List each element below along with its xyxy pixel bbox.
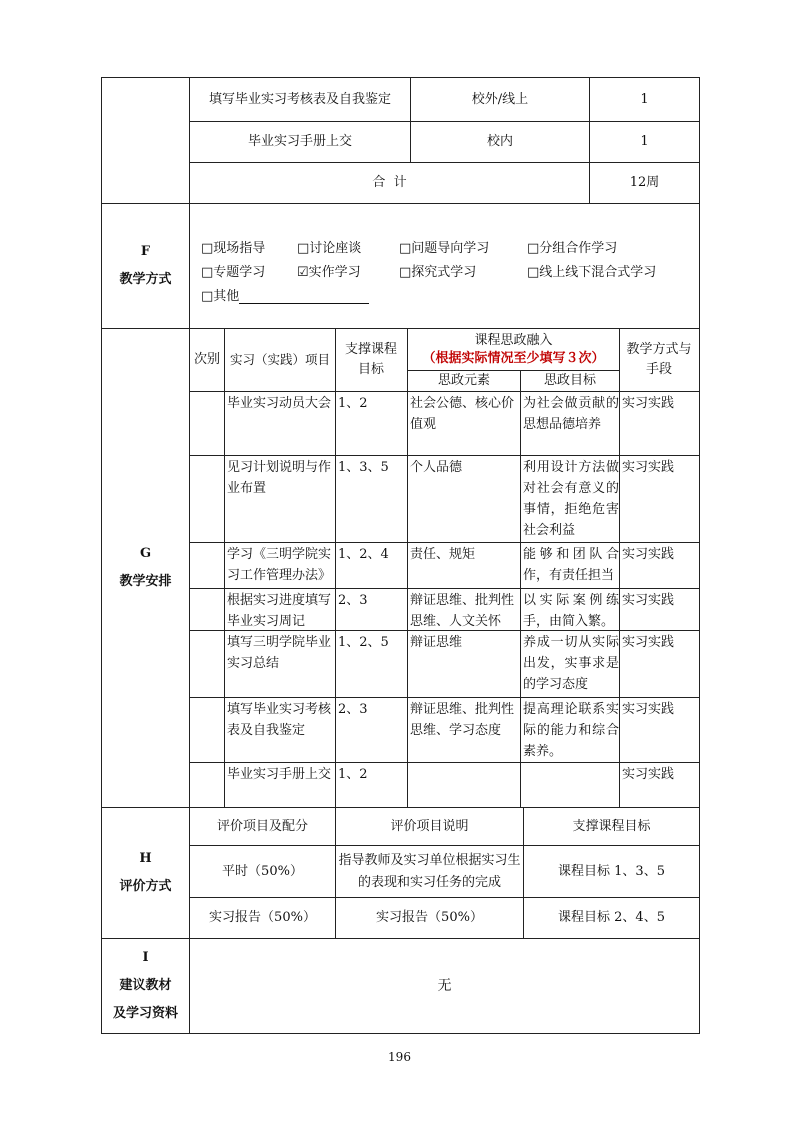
g-cell-support: 1、2、4	[338, 547, 389, 562]
g-header-ideology-title: 课程思政融入	[474, 332, 553, 348]
h-row1-goal: 课程目标 1、3、5	[558, 863, 665, 879]
g-cell-element: 辩证思维	[410, 635, 463, 650]
top-row1-weeks: 1	[640, 91, 649, 107]
g-header-support: 支撑课程目标	[344, 342, 397, 377]
section-g-label	[102, 329, 189, 807]
checked-box-icon[interactable]: ☑	[297, 265, 309, 280]
g-cell-method: 实习实践	[622, 396, 675, 411]
g-cell-element	[408, 764, 520, 807]
g-cell-project: 见习计划说明与作业布置	[227, 460, 332, 496]
section-h-label	[102, 808, 189, 938]
top-row1-item: 填写毕业实习考核表及自我鉴定	[208, 91, 391, 107]
page-number: 196	[388, 1050, 411, 1064]
g-cell-project: 填写三明学院毕业实习总结	[227, 635, 332, 671]
h-header-item: 评价项目及配分	[216, 818, 308, 834]
g-cell-goal: 为社会做贡献的思想品德培养	[523, 396, 619, 432]
g-cell-method: 实习实践	[622, 702, 675, 717]
section-h-title: 评价方式	[119, 879, 172, 894]
g-header-ideology-note: （根据实际情况至少填写３次）	[422, 350, 605, 366]
checkbox-icon[interactable]: □	[399, 265, 412, 280]
section-h-letter: H	[139, 851, 152, 866]
g-cell-element: 辩证思维、批判性思维、学习态度	[410, 702, 515, 738]
h-row1-item: 平时（50%）	[222, 863, 303, 879]
g-cell-project: 学习《三明学院实习工作管理办法》	[227, 547, 332, 583]
teaching-method-option[interactable]	[201, 237, 265, 256]
teaching-method-label: 实作学习	[308, 265, 361, 280]
g-header-goals: 思政目标	[543, 373, 596, 388]
g-cell-project: 填写毕业实习考核表及自我鉴定	[227, 702, 332, 738]
g-cell-project: 毕业实习动员大会	[227, 396, 332, 411]
section-f-title: 教学方式	[119, 272, 172, 287]
top-row2-place: 校内	[486, 134, 513, 149]
top-row2-item: 毕业实习手册上交	[247, 134, 352, 149]
teaching-method-option[interactable]	[201, 285, 369, 304]
g-cell-goal: 提高理论联系实际的能力和综合素养。	[523, 702, 619, 759]
g-cell-project: 根据实习进度填写毕业实习周记	[227, 593, 332, 629]
total-label: 合 计	[372, 175, 407, 190]
section-g-letter: G	[139, 546, 152, 561]
g-cell-method: 实习实践	[622, 547, 675, 562]
section-i-title-line1: 建议教材	[119, 978, 172, 993]
g-cell-element: 个人品德	[410, 460, 463, 475]
checkbox-icon[interactable]: □	[297, 241, 310, 256]
g-cell-goal	[521, 764, 619, 807]
teaching-method-option[interactable]	[297, 237, 361, 256]
g-cell-goal: 养成一切从实际出发，实事求是的学习态度	[523, 635, 619, 692]
g-header-order: 次别	[193, 352, 220, 367]
g-cell-element: 社会公德、核心价值观	[410, 396, 515, 432]
section-f-label	[102, 204, 189, 328]
g-header-method: 教学方式与手段	[626, 342, 692, 377]
section-i-label	[102, 939, 189, 1033]
g-cell-support: 2、3	[338, 702, 368, 717]
total-weeks: 12周	[629, 175, 660, 190]
g-cell-goal: 以实际案例练手，由简入繁。	[523, 593, 619, 629]
g-cell-method: 实习实践	[622, 767, 675, 782]
g-cell-goal: 能够和团队合作，有责任担当	[523, 547, 619, 583]
g-cell-method: 实习实践	[622, 460, 675, 475]
g-cell-support: 1、2	[338, 396, 368, 411]
g-cell-support: 1、2、5	[338, 635, 389, 650]
g-cell-method: 实习实践	[622, 593, 675, 608]
teaching-method-label: 讨论座谈	[309, 241, 362, 256]
teaching-method-label: 问题导向学习	[411, 241, 490, 256]
teaching-method-option[interactable]	[399, 261, 476, 280]
teaching-method-label: 其他	[213, 289, 240, 304]
g-cell-support: 1、3、5	[338, 460, 389, 475]
h-row1-desc: 指导教师及实习单位根据实习生的表现和实习任务的完成	[338, 852, 521, 890]
checkbox-icon[interactable]: □	[201, 265, 214, 280]
g-cell-project: 毕业实习手册上交	[227, 767, 332, 782]
checkbox-icon[interactable]: □	[527, 265, 540, 280]
teaching-method-option[interactable]	[399, 237, 489, 256]
g-cell-support: 2、3	[338, 593, 368, 608]
h-header-goal: 支撑课程目标	[572, 818, 651, 834]
top-row2-weeks: 1	[640, 134, 649, 149]
teaching-method-label: 现场指导	[213, 241, 266, 256]
g-header-elements: 思政元素	[437, 373, 490, 388]
section-g-title: 教学安排	[119, 574, 172, 589]
section-i-letter: I	[142, 950, 149, 965]
teaching-method-label: 探究式学习	[411, 265, 477, 280]
h-row2-goal: 课程目标 2、4、5	[558, 910, 665, 925]
g-cell-support: 1、2	[338, 767, 368, 782]
teaching-method-label: 专题学习	[213, 265, 266, 280]
g-cell-element: 责任、规矩	[410, 547, 476, 562]
top-row1-place: 校外/线上	[471, 91, 529, 107]
checkbox-icon[interactable]: □	[201, 289, 214, 304]
teaching-method-label: 分组合作学习	[539, 241, 618, 256]
checkbox-icon[interactable]: □	[399, 241, 412, 256]
h-row2-desc: 实习报告（50%）	[376, 910, 483, 925]
g-cell-goal: 利用设计方法做对社会有意义的事情，拒绝危害社会利益	[523, 460, 619, 538]
g-header-ideology	[408, 329, 619, 370]
teaching-method-option[interactable]	[527, 237, 617, 256]
h-header-desc: 评价项目说明	[390, 818, 469, 834]
teaching-method-option[interactable]	[201, 261, 265, 280]
section-f-letter: F	[140, 244, 151, 259]
g-cell-element: 辩证思维、批判性思维、人文关怀	[410, 593, 515, 629]
teaching-method-option[interactable]	[297, 261, 361, 280]
teaching-method-label: 线上线下混合式学习	[539, 265, 657, 280]
other-blank-line[interactable]	[239, 289, 369, 304]
teaching-method-option[interactable]	[527, 261, 656, 280]
g-header-project: 实习（实践）项目	[229, 352, 330, 367]
h-row2-item: 实习报告（50%）	[209, 910, 316, 925]
checkbox-icon[interactable]: □	[527, 241, 540, 256]
g-cell-method: 实习实践	[622, 635, 675, 650]
section-i-title-line2: 及学习资料	[112, 1006, 178, 1021]
checkbox-icon[interactable]: □	[201, 241, 214, 256]
textbook-content: 无	[437, 978, 452, 994]
